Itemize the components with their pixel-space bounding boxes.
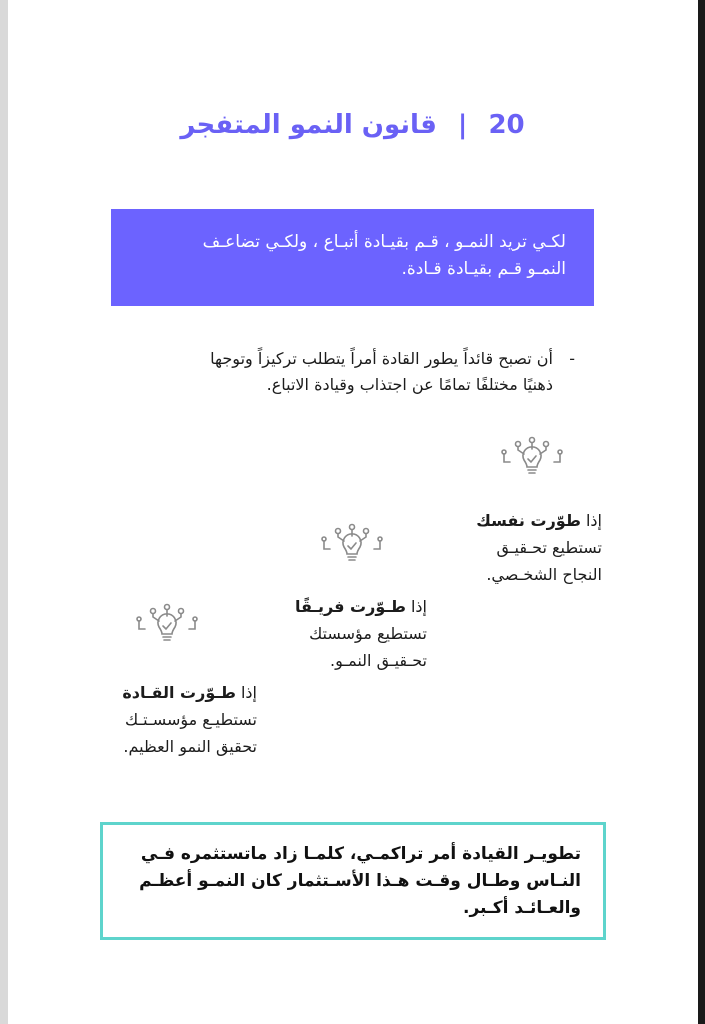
page-title <box>0 110 705 140</box>
callout-line: تطويـر القيادة أمر تراكمـي، كلمـا زاد ماتستثمره فـي <box>140 844 581 864</box>
step-prefix: إذا <box>240 683 257 702</box>
summary-callout <box>100 822 606 940</box>
step-line: تستطيع تحـقيـق <box>496 538 602 557</box>
step-prefix: إذا <box>410 597 427 616</box>
banner-line: لكـي تريد النمـو ، قـم بقيـادة أتبـاع ، ولكـي تضاعـف <box>202 232 566 252</box>
step-develop-self <box>422 507 602 588</box>
lightbulb-network-icon <box>135 603 199 643</box>
highlight-banner <box>111 209 594 306</box>
lightbulb-network-icon <box>320 523 384 563</box>
lightbulb-network-icon <box>500 436 564 476</box>
step-develop-leaders <box>57 679 257 760</box>
step-line: تستطيـع مؤسسـتـك <box>125 710 257 729</box>
title-separator: | <box>457 110 468 140</box>
banner-line: النمـو قـم بقيـادة قـادة. <box>401 259 566 279</box>
step-emphasis: طـوّرت القـادة <box>122 683 236 702</box>
step-develop-team <box>247 593 427 674</box>
step-line: تحـقيـق النمـو. <box>330 651 427 670</box>
page-edge-left <box>0 0 8 1024</box>
bullet-line: ذهنيًا مختلفًا تمامًا عن اجتذاب وقيادة الاتباع. <box>266 375 553 394</box>
page-edge-right <box>698 0 705 1024</box>
bullet-point <box>120 346 575 398</box>
step-line: تحقيق النمو العظيم. <box>123 737 257 756</box>
step-emphasis: طـوّرت فريـقًا <box>295 597 406 616</box>
section-number: 20 <box>488 110 525 140</box>
bullet-line: أن تصبح قائداً يطور القادة أمراً يتطلب تركيزاً وتوجها <box>210 349 553 368</box>
bullet-marker: - <box>569 349 575 368</box>
callout-line: والعـائـد أكـبر. <box>463 898 581 918</box>
step-line: النجاح الشخـصي. <box>486 565 602 584</box>
callout-line: النـاس وطـال وقـت هـذا الأسـتثمار كان النمـو أعظـم <box>139 871 581 891</box>
section-title: قانون النمو المتفجر <box>180 110 437 140</box>
step-emphasis: طوّرت نفسك <box>476 511 581 530</box>
step-line: تستطيع مؤسستك <box>309 624 427 643</box>
step-prefix: إذا <box>585 511 602 530</box>
